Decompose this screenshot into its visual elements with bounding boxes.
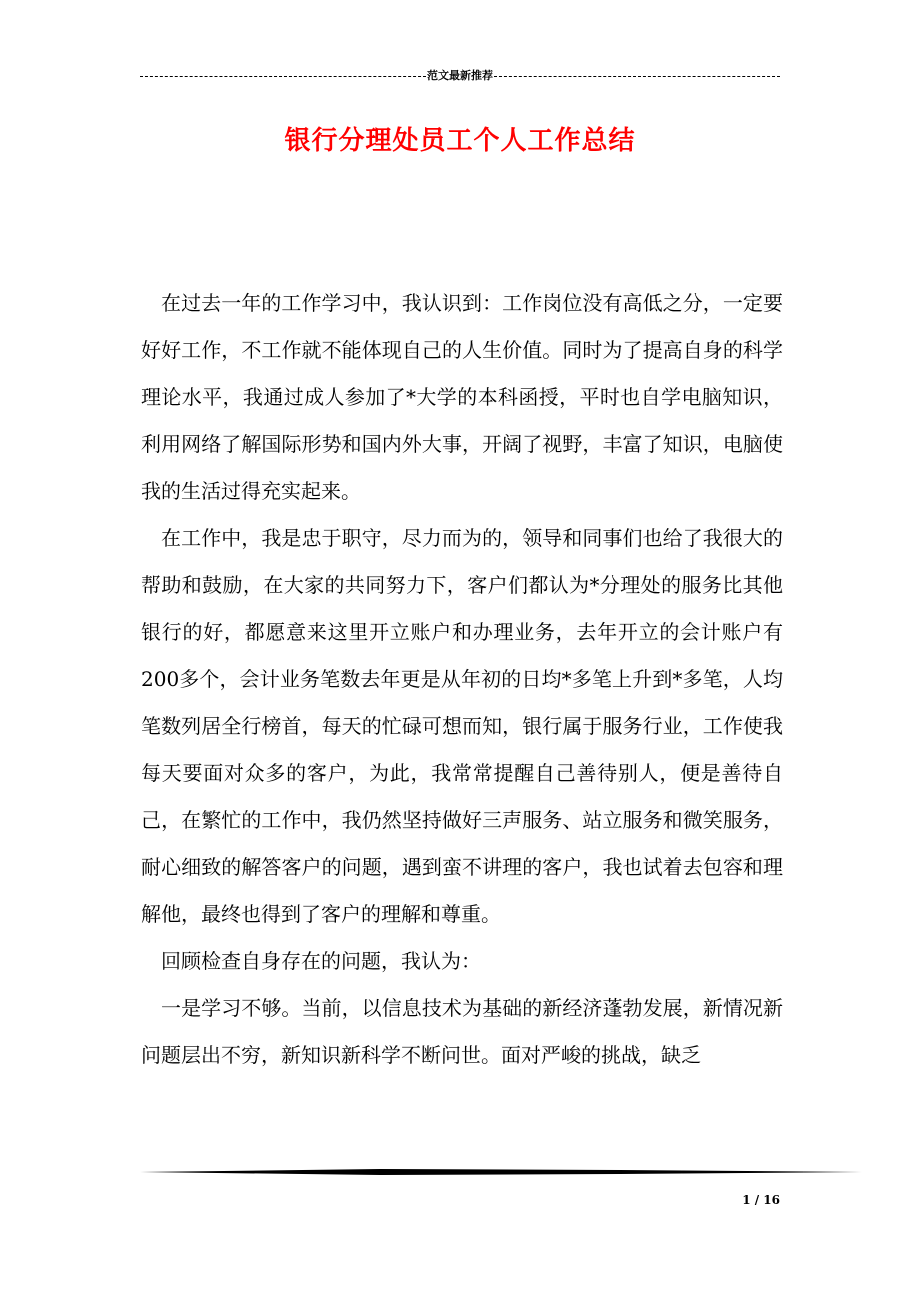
footer-divider	[140, 1168, 862, 1176]
header-dash-right	[494, 76, 780, 77]
header-dash-left	[140, 76, 426, 77]
page-number: 1 / 16	[742, 1193, 780, 1207]
body-paragraph: 在过去一年的工作学习中，我认识到：工作岗位没有高低之分，一定要好好工作，不工作就不能体现自己的人生价值。同时为了提高自身的科学理论水平，我通过成人参加了*大学的本科函授，平时也自学电脑知识，利用网络了解国际形势和国内外大事，开阔了视野，丰富了知识，电脑使我的生活过得充实起来。	[141, 291, 783, 503]
header-label: 范文最新推荐	[427, 69, 493, 82]
body-paragraph: 在工作中，我是忠于职守，尽力而为的，领导和同事们也给了我很大的帮助和鼓励，在大家的共同努力下，客户们都认为*分理处的服务比其他银行的好，都愿意来这里开立账户和办理业务，去年开立的会计账户有200多个，会计业务笔数去年更是从年初的日均*多笔上升到*多笔，人均笔数列居全行榜首，每天的忙碌可想而知，银行属于服务行业，工作使我每天要面对众多的客户，为此，我常常提醒自己善待别人，便是善待自己，在繁忙的工作中，我仍然坚持做好三声服务、站立服务和微笑服务，耐心细致的解答客户的问题，遇到蛮不讲理的客户，我也试着去包容和理解他，最终也得到了客户的理解和尊重。	[141, 526, 783, 926]
document-title: 银行分理处员工个人工作总结	[284, 126, 636, 156]
page-header	[140, 68, 780, 84]
body-paragraph: 回顾检查自身存在的问题，我认为：	[161, 949, 481, 973]
body-paragraph: 一是学习不够。当前，以信息技术为基础的新经济蓬勃发展，新情况新问题层出不穷，新知识新科学不断问世。面对严峻的挑战，缺乏	[141, 996, 783, 1067]
document-body	[141, 280, 783, 1079]
